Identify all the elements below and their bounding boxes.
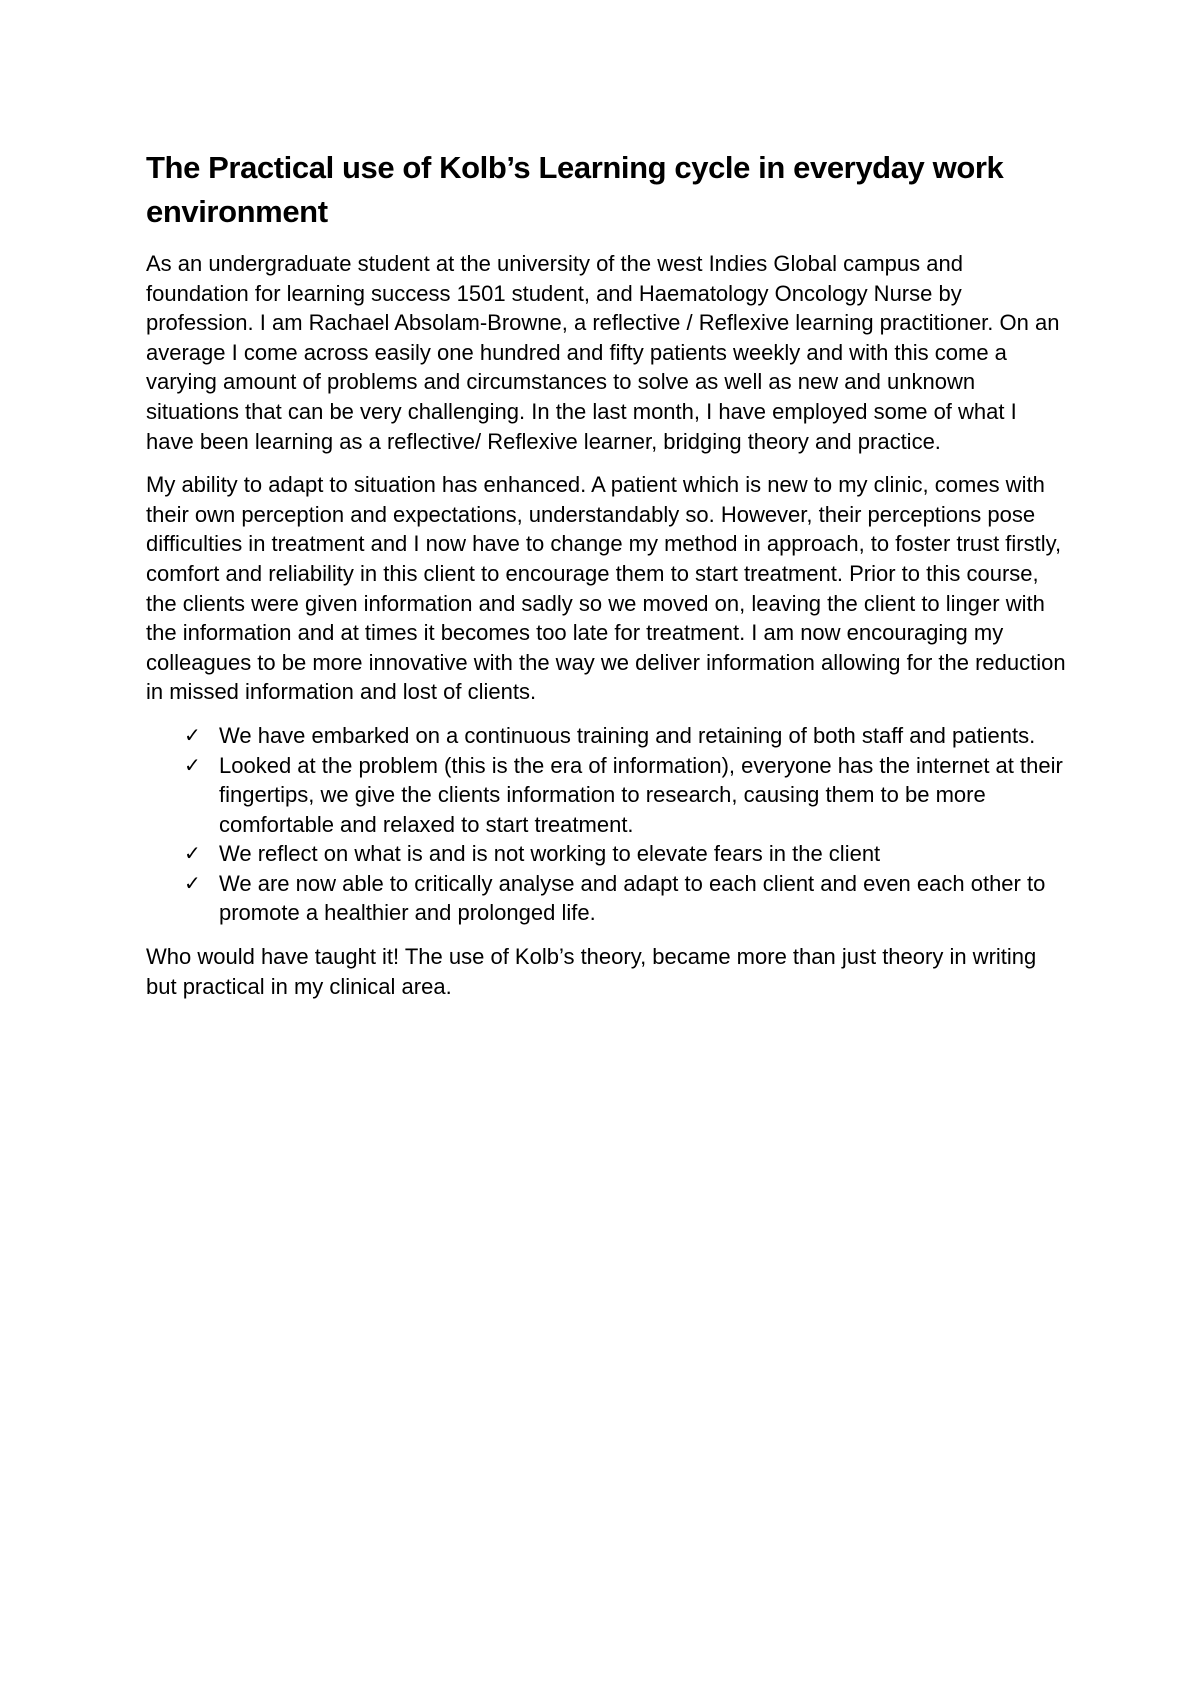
document-body — [146, 146, 1066, 1015]
document-title: The Practical use of Kolb’s Learning cycle in everyday work environment — [146, 150, 1004, 229]
checklist-item — [146, 751, 1066, 840]
paragraph-closing: Who would have taught it! The use of Kolb’s theory, became more than just theory in writing but practical in my clinical area. — [146, 944, 1037, 999]
checklist-item-text: We are now able to critically analyse and adapt to each client and even each other to promote a healthier and prolonged life. — [219, 870, 1046, 926]
checklist-item — [146, 869, 1066, 928]
checkmark-icon: ✓ — [184, 722, 201, 747]
checkmark-icon: ✓ — [184, 870, 201, 895]
checklist-item-text: We have embarked on a continuous training and retaining of both staff and patients. — [219, 722, 1036, 748]
checklist-item-text: We reflect on what is and is not working to elevate fears in the client — [219, 841, 881, 867]
checklist — [146, 721, 1066, 928]
checklist-item — [146, 839, 1066, 869]
checkmark-icon: ✓ — [184, 841, 201, 866]
paragraph-adaptation: My ability to adapt to situation has enhanced. A patient which is new to my clinic, comes with their own perception and expectations, understandably so. However, their perceptions pose difficulties in treatment and I now have to change my method in approach, to foster trust firstly, comfort and reliability in this client to encourage them to start treatment. Prior to this course, the clients were given information and sadly so we moved on, leaving the client to linger with the information and at times it becomes too late for treatment. I am now encouraging my colleagues to be more innovative with the way we deliver information allowing for the reduction in missed information and lost of clients. — [146, 472, 1066, 705]
checklist-item-text: Looked at the problem (this is the era of information), everyone has the internet at their fingertips, we give the clients information to research, causing them to be more comfortable and relaxed to start treatment. — [219, 752, 1063, 837]
checklist-item — [146, 721, 1066, 751]
paragraph-intro: As an undergraduate student at the university of the west Indies Global campus and foundation for learning success 1501 student, and Haematology Oncology Nurse by profession. I am Rachael Absolam-Browne, a reflective / Reflexive learning practitioner. On an average I come across easily one hundred and fifty patients weekly and with this come a varying amount of problems and circumstances to solve as well as new and unknown situations that can be very challenging. In the last month, I have employed some of what I have been learning as a reflective/ Reflexive learner, bridging theory and practice. — [146, 251, 1060, 454]
checkmark-icon: ✓ — [184, 752, 201, 777]
